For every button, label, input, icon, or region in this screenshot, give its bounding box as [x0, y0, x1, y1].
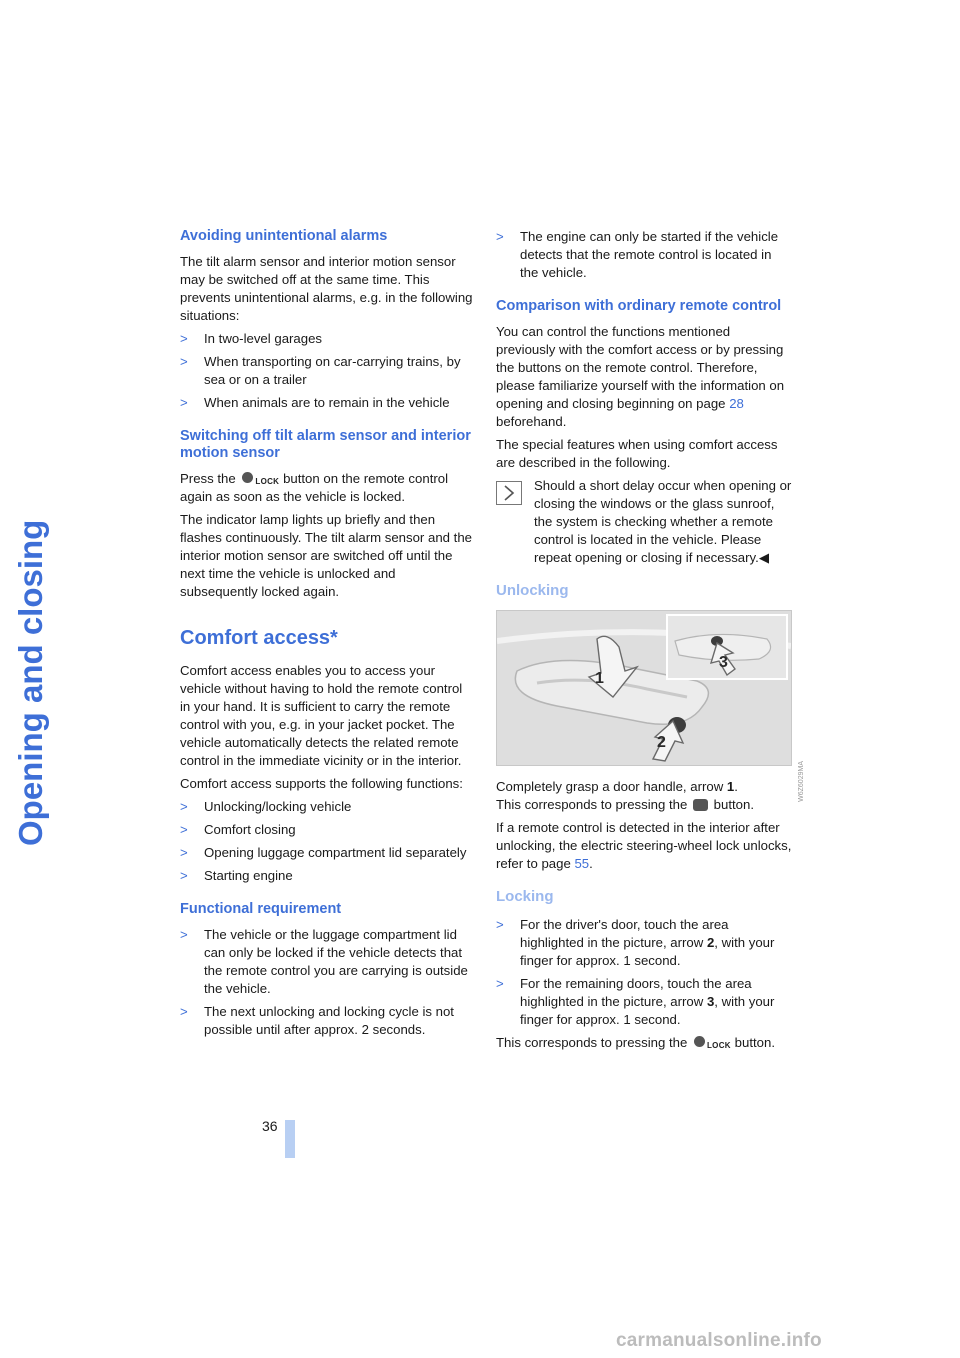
figure-label-3: 3 [719, 654, 728, 671]
figure-label-2: 2 [657, 734, 666, 751]
page-number: 36 [262, 1118, 278, 1134]
note-arrow-icon [496, 481, 522, 505]
paragraph-indicator: The indicator lamp lights up briefly and then flashes continuously. The tilt alarm sensor and the interior motion sensor are switched off until the next time the vehicle is unlocked and subsequently locked again. [180, 512, 472, 599]
page-link-55[interactable]: 55 [574, 856, 590, 871]
heading-avoiding-alarms: Avoiding unintentional alarms [180, 228, 388, 244]
door-handle-illustration [497, 611, 791, 765]
lock-button-icon: LOCK [241, 472, 277, 485]
bullet-marker: > [180, 845, 188, 860]
bullet-marker: > [496, 229, 504, 244]
paragraph-avoiding: The tilt alarm sensor and interior motion sensor may be switched off at the same time. This prevents unintentional alarms, e.g. in the following situations: [180, 254, 473, 323]
heading-comparison: Comparison with ordinary remote control [496, 298, 782, 314]
paragraph-comfort-2: Comfort access supports the following functions: [180, 776, 463, 791]
heading-locking: Locking [496, 888, 554, 905]
list-item: > The next unlocking and locking cycle is not possible until after approx. 2 seconds. [180, 1004, 454, 1037]
func-list-continued [496, 228, 792, 282]
page-number-bar [285, 1120, 295, 1158]
section-side-title [2, 228, 62, 1088]
paragraph-special: The special features when using comfort access are described in the following. [496, 437, 778, 470]
watermark: carmanualsonline.info [616, 1330, 822, 1351]
unlock-button-icon [693, 799, 708, 811]
comfort-list [180, 798, 476, 885]
right-column [496, 228, 805, 1057]
func-list [180, 926, 476, 1039]
paragraph-compare: You can control the functions mentioned previously with the comfort access or by pressing the buttons on the remote control. Therefore, please familiarize yourself with the information on opening and closing beginning on page 28 beforehand. [496, 324, 785, 429]
figure-code: W6Z6029MA [798, 761, 805, 802]
list-item: > When animals are to remain in the vehicle [180, 395, 450, 410]
list-item: > The engine can only be started if the vehicle detects that the remote control is located in the vehicle. [496, 229, 779, 280]
list-item: > Starting engine [180, 868, 293, 883]
bullet-marker: > [180, 331, 188, 346]
heading-unlocking: Unlocking [496, 582, 569, 599]
page-link-28[interactable]: 28 [729, 396, 744, 411]
lock-button-icon: LOCK [693, 1036, 729, 1049]
bullet-marker: > [180, 927, 188, 942]
list-item: > For the remaining doors, touch the area highlighted in the picture, arrow 3, with your finger for approx. 1 second. [496, 976, 775, 1027]
bullet-marker: > [180, 395, 188, 410]
section-side-title-text: Opening and closing [12, 519, 49, 846]
list-item: > The vehicle or the luggage compartment lid can only be locked if the vehicle detects that the remote control you are carrying is outside the vehicle. [180, 927, 468, 996]
bullet-marker: > [180, 868, 188, 883]
lock-list [496, 916, 792, 1029]
bullet-marker: > [180, 1004, 188, 1019]
heading-functional-requirement: Functional requirement [180, 901, 342, 917]
paragraph-detect: If a remote control is detected in the interior after unlocking, the electric steering-wheel lock unlocks, refer to page 55. [496, 820, 792, 871]
note-block: Should a short delay occur when opening or closing the windows or the glass sunroof, the system is checking whether a remote control is located in the vehicle. Please repeat opening or closing if necessary.◀ [496, 477, 792, 567]
bullet-marker: > [180, 822, 188, 837]
list-item: > Unlocking/locking vehicle [180, 799, 352, 814]
paragraph-switch: Press the LOCK button on the remote control again as soon as the vehicle is locked. [180, 471, 449, 504]
left-column [180, 228, 476, 1044]
heading-switching-off: Switching off tilt alarm sensor and interior motion sensor [180, 428, 471, 461]
paragraph-grasp: Completely grasp a door handle, arrow 1. This corresponds to pressing the button. [496, 779, 755, 812]
heading-comfort-access: Comfort access* [180, 627, 338, 649]
list-item: > For the driver's door, touch the area highlighted in the picture, arrow 2, with your finger for approx. 1 second. [496, 917, 775, 968]
figure-label-1: 1 [595, 670, 604, 687]
bullet-marker: > [180, 799, 188, 814]
list-item: > Comfort closing [180, 822, 296, 837]
bullet-marker: > [496, 976, 504, 991]
list-item: > Opening luggage compartment lid separately [180, 845, 467, 860]
bullet-marker: > [496, 917, 504, 932]
paragraph-comfort-1: Comfort access enables you to access your vehicle without having to hold the remote control in your hand. It is sufficient to carry the remote control with you, e.g. in your jacket pocket. The vehicle automatically detects the related remote control in the immediate vicinity or in the interior. [180, 663, 463, 768]
end-mark: ◀ [758, 550, 769, 565]
paragraph-final: This corresponds to pressing the LOCK button. [496, 1035, 776, 1050]
avoid-list [180, 330, 476, 412]
list-item: > In two-level garages [180, 331, 323, 346]
list-item: > When transporting on car-carrying trains, by sea or on a trailer [180, 354, 461, 387]
bullet-marker: > [180, 354, 188, 369]
